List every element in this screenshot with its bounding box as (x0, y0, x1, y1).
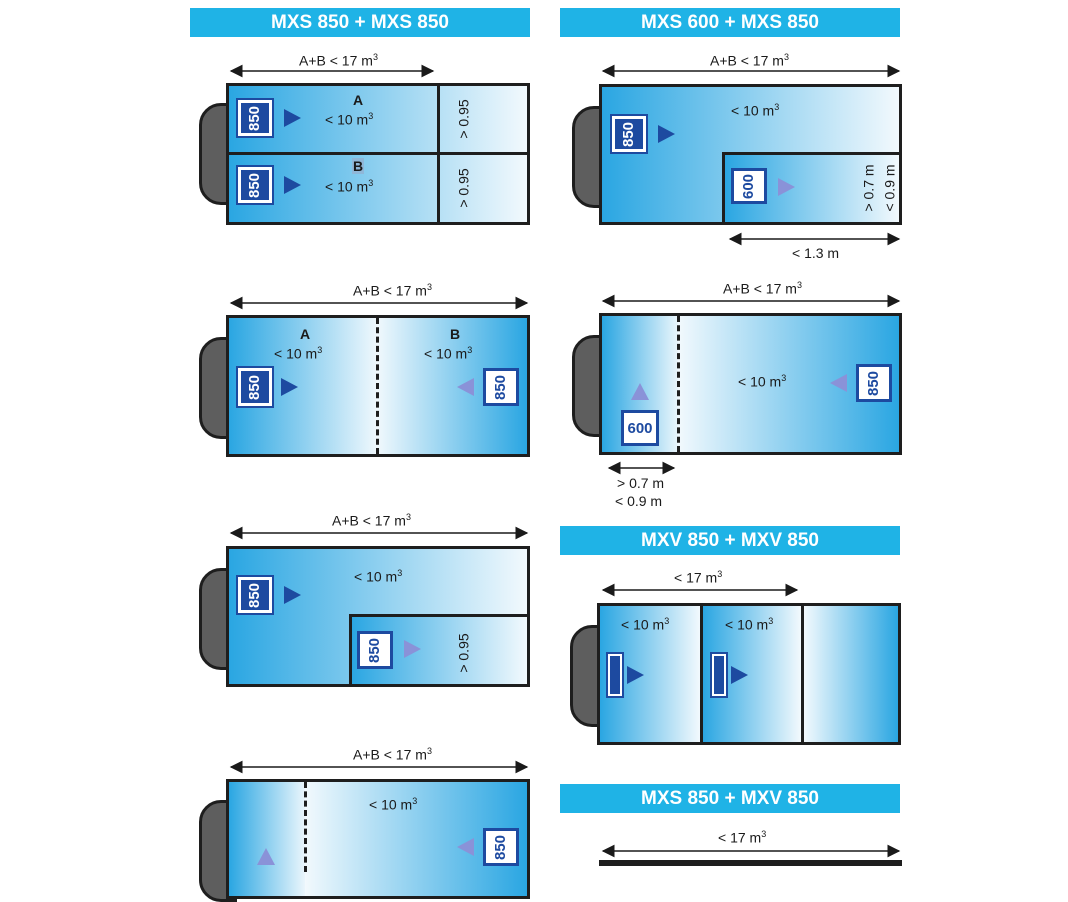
header-mxs850-mxs850: MXS 850 + MXS 850 (190, 8, 530, 37)
airflow-arrow-icon (257, 848, 275, 865)
divider-line (437, 83, 440, 225)
airflow-arrow-icon (830, 374, 847, 392)
volume-label: < 10 $m^3$ (424, 345, 473, 362)
length-label: < 1.3 m (792, 245, 840, 261)
volume-label: < 10 $m^3$ (274, 345, 323, 362)
unit-600-icon: 600 (621, 410, 659, 446)
height-label: > 0.95 (455, 99, 472, 139)
zone-depth-label: > 0.7 m (617, 475, 665, 491)
airflow-arrow-icon (404, 640, 421, 658)
zone-label-b: B (450, 326, 461, 342)
unit-850-icon: 850 (238, 100, 272, 136)
unit-850-icon: 850 (238, 368, 272, 406)
volume-label: < 10 $m^3$ (738, 373, 787, 390)
airflow-arrow-icon (627, 666, 644, 684)
airflow-arrow-icon (284, 586, 301, 604)
zone-3 (801, 603, 901, 745)
zone-label-b: B (353, 158, 364, 174)
cargo-box-top-edge (599, 860, 902, 866)
height-label: > 0.95 (455, 633, 472, 673)
divider-dashed (304, 782, 307, 872)
height-label: > 0.95 (455, 168, 472, 208)
volume-label: < 10 $m^3$ (621, 616, 670, 633)
volume-label: < 10 $m^3$ (725, 616, 774, 633)
unit-850-icon: 850 (856, 364, 892, 402)
dim-label-d3: A+B < 17 $m^3$ (353, 282, 432, 299)
airflow-arrow-icon (731, 666, 748, 684)
dim-label-d4: A+B < 17 $m^3$ (723, 280, 802, 297)
volume-label: < 10 $m^3$ (369, 796, 418, 813)
airflow-arrow-icon (457, 838, 474, 856)
unit-850-icon: 850 (238, 167, 272, 203)
zone-label-a: A (353, 92, 364, 108)
dim-label-d5: A+B < 17 $m^3$ (332, 512, 411, 529)
volume-label: < 10 $m^3$ (325, 178, 374, 195)
front-zone (226, 779, 308, 899)
dim-label-d8: < 17 $m^3$ (718, 829, 767, 846)
dim-label-d6: < 17 $m^3$ (674, 569, 723, 586)
airflow-arrow-icon (658, 125, 675, 143)
height-label: > 0.7 m (860, 164, 877, 212)
unit-600-icon: 600 (731, 168, 767, 204)
volume-label: < 10 $m^3$ (325, 111, 374, 128)
unit-mxv-icon (712, 654, 726, 696)
volume-label: < 10 $m^3$ (354, 568, 403, 585)
unit-850-icon: 850 (238, 577, 272, 613)
dim-label-d1: A+B < 17 $m^3$ (299, 52, 378, 69)
header-mxv850-mxv850: MXV 850 + MXV 850 (560, 526, 900, 555)
airflow-arrow-icon (281, 378, 298, 396)
airflow-arrow-icon (284, 176, 301, 194)
divider-dashed (376, 318, 379, 454)
divider-dashed (677, 316, 680, 452)
zone-depth-label: < 0.9 m (615, 493, 663, 509)
dim-label-d2: A+B < 17 $m^3$ (710, 52, 789, 69)
dim-label-d7: A+B < 17 $m^3$ (353, 746, 432, 763)
volume-label: < 10 $m^3$ (731, 102, 780, 119)
header-mxs850-mxv850: MXS 850 + MXV 850 (560, 784, 900, 813)
zone-label-a: A (300, 326, 311, 342)
airflow-arrow-icon (457, 378, 474, 396)
airflow-arrow-icon (631, 383, 649, 400)
unit-850-icon: 850 (612, 116, 646, 152)
unit-850-icon: 850 (483, 828, 519, 866)
unit-850-icon: 850 (483, 368, 519, 406)
height-label: < 0.9 m (881, 164, 898, 212)
unit-850-icon: 850 (357, 631, 393, 669)
header-mxs600-mxs850: MXS 600 + MXS 850 (560, 8, 900, 37)
airflow-arrow-icon (778, 178, 795, 196)
airflow-arrow-icon (284, 109, 301, 127)
unit-mxv-icon (608, 654, 622, 696)
